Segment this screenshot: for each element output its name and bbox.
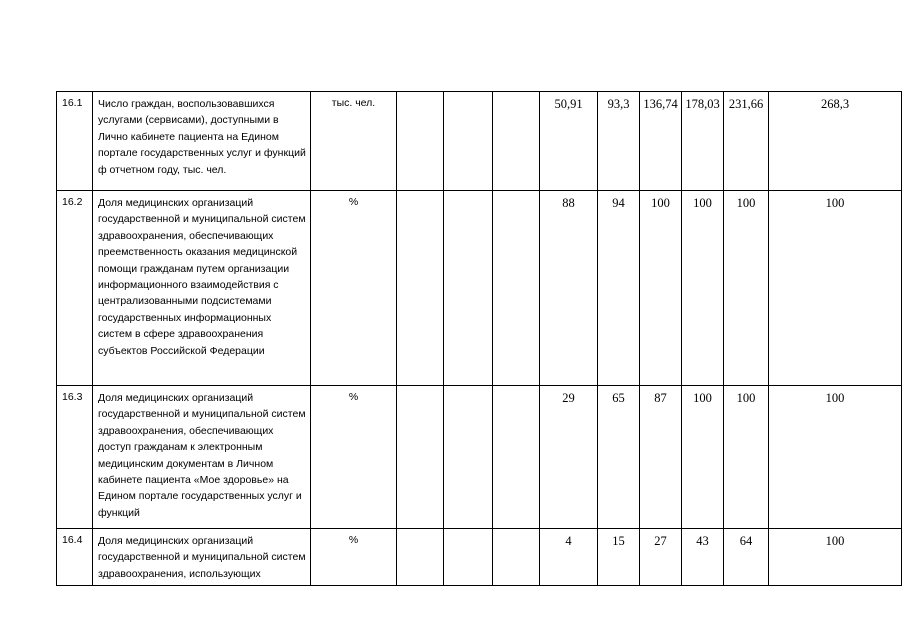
value-cell: 64 — [724, 529, 769, 586]
value-cell: 50,91 — [540, 92, 598, 191]
empty-cell — [397, 92, 444, 191]
unit-cell: % — [311, 529, 397, 586]
value-cell: 29 — [540, 386, 598, 529]
value-cell: 65 — [598, 386, 640, 529]
indicator-name: Число граждан, воспользовавшихся услугами (сервисами), доступными в Лично кабинете пациента на Едином портале государственных услуг и функций ф отчетном году, тыс. чел. — [93, 92, 311, 191]
empty-cell — [397, 386, 444, 529]
value-cell: 100 — [682, 191, 724, 386]
indicator-name: Доля медицинских организаций государственной и муниципальной систем здравоохранения, обеспечивающих доступ гражданам к электронным медицинским документам в Личном кабинете пациента «Мое здоровье» на Едином портале государственных услуг и функций — [93, 386, 311, 529]
row-number: 16.3 — [57, 386, 93, 529]
empty-cell — [397, 529, 444, 586]
value-cell: 100 — [724, 191, 769, 386]
table-row — [57, 191, 902, 386]
empty-cell — [444, 529, 493, 586]
table-row — [57, 529, 902, 586]
value-cell: 100 — [682, 386, 724, 529]
value-cell: 136,74 — [640, 92, 682, 191]
row-number: 16.2 — [57, 191, 93, 386]
value-cell: 231,66 — [724, 92, 769, 191]
value-cell: 100 — [640, 191, 682, 386]
value-cell: 43 — [682, 529, 724, 586]
empty-cell — [493, 92, 540, 191]
value-cell: 87 — [640, 386, 682, 529]
value-cell: 4 — [540, 529, 598, 586]
empty-cell — [493, 386, 540, 529]
value-cell: 93,3 — [598, 92, 640, 191]
table-row — [57, 386, 902, 529]
unit-cell: тыс. чел. — [311, 92, 397, 191]
value-cell: 100 — [769, 191, 902, 386]
value-cell: 94 — [598, 191, 640, 386]
indicator-name: Доля медицинских организаций государственной и муниципальной систем здравоохранения, обеспечивающих преемственность оказания медицинской помощи гражданам путем организации информационного взаимодействия с централизованными подсистемами государственных информационных систем в сфере здравоохранения субъектов Российской Федерации — [93, 191, 311, 386]
table-row — [57, 92, 902, 191]
value-cell: 178,03 — [682, 92, 724, 191]
indicator-name: Доля медицинских организаций государственной и муниципальной систем здравоохранения, использующих — [93, 529, 311, 586]
value-cell: 15 — [598, 529, 640, 586]
unit-cell: % — [311, 191, 397, 386]
unit-cell: % — [311, 386, 397, 529]
empty-cell — [493, 529, 540, 586]
value-cell: 268,3 — [769, 92, 902, 191]
row-number: 16.4 — [57, 529, 93, 586]
empty-cell — [397, 191, 444, 386]
value-cell: 27 — [640, 529, 682, 586]
indicators-table — [56, 91, 902, 586]
value-cell: 88 — [540, 191, 598, 386]
value-cell: 100 — [769, 386, 902, 529]
value-cell: 100 — [769, 529, 902, 586]
row-number: 16.1 — [57, 92, 93, 191]
empty-cell — [444, 386, 493, 529]
empty-cell — [444, 191, 493, 386]
empty-cell — [493, 191, 540, 386]
empty-cell — [444, 92, 493, 191]
value-cell: 100 — [724, 386, 769, 529]
